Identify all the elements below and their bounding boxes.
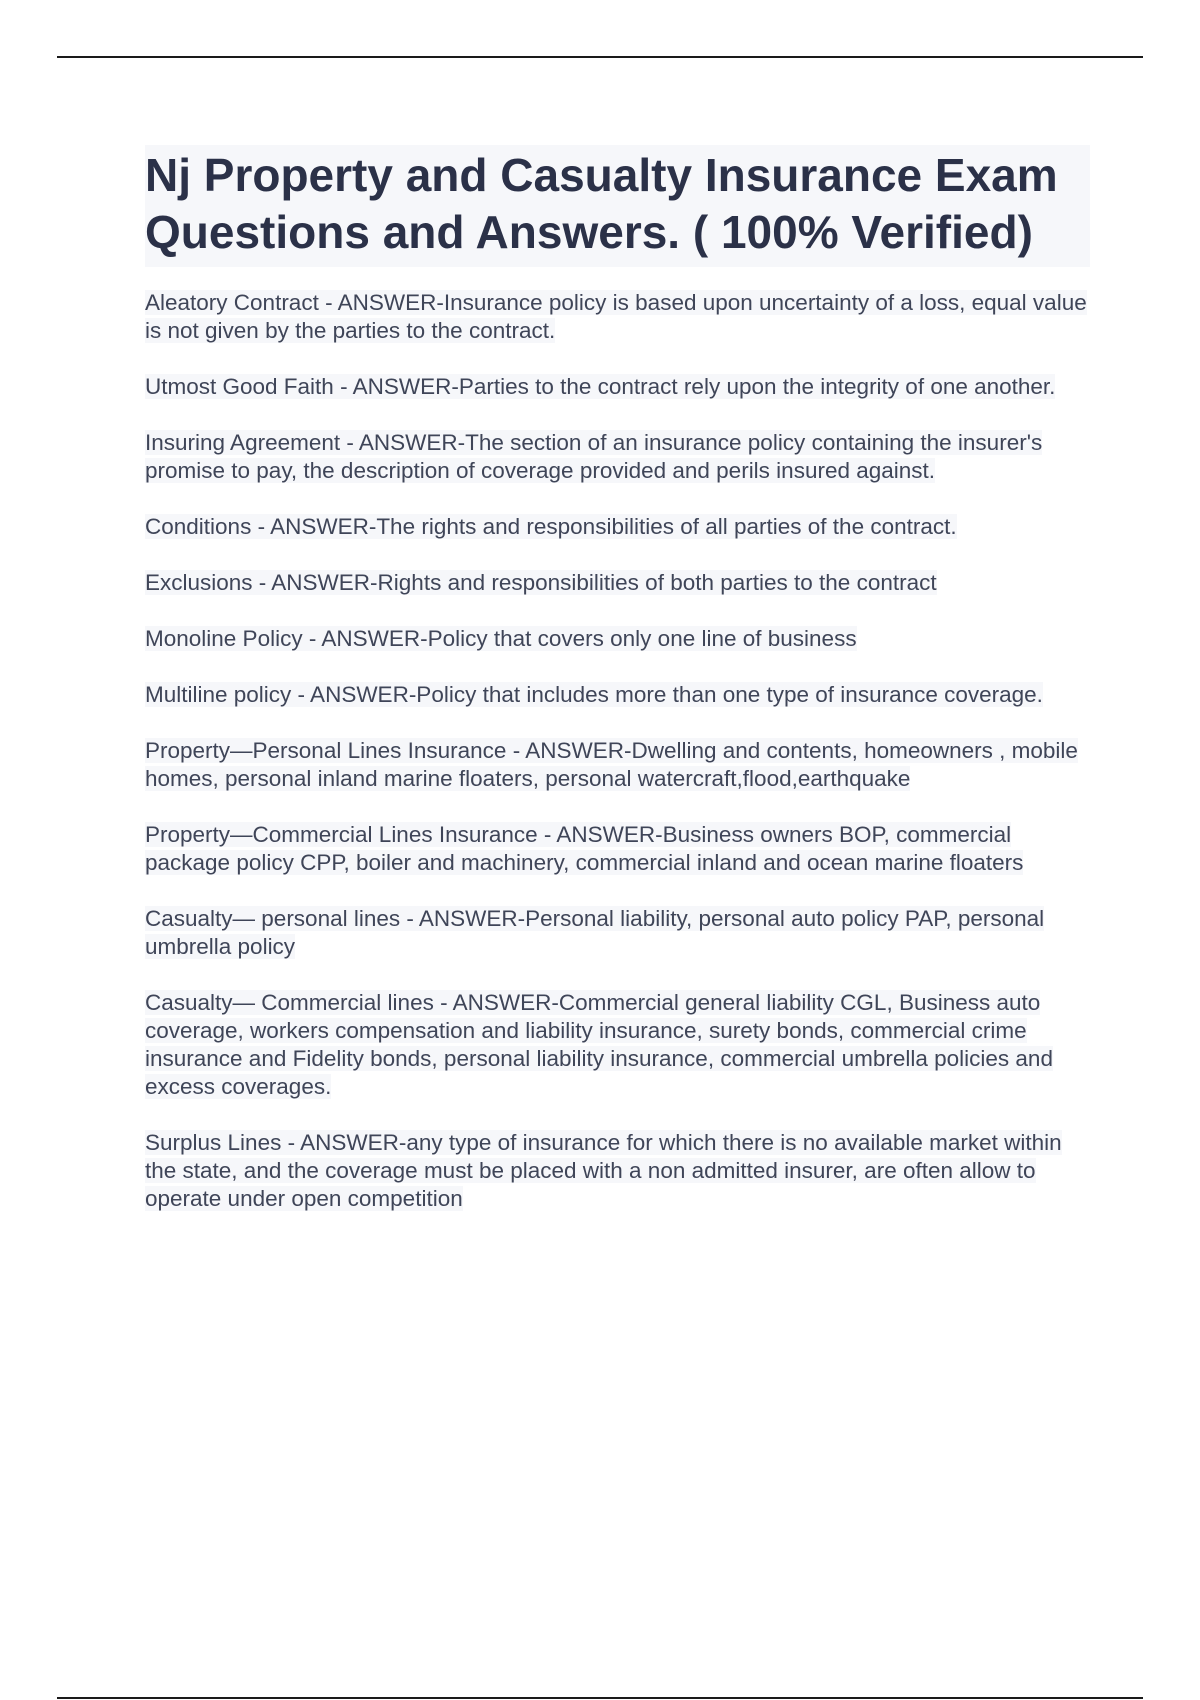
qa-entry-text: Multiline policy - ANSWER-Policy that includes more than one type of insurance coverage.: [145, 682, 1043, 707]
qa-entry: [145, 681, 1090, 709]
qa-entry: [145, 905, 1090, 961]
qa-entry-text: Exclusions - ANSWER-Rights and responsibilities of both parties to the contract: [145, 570, 937, 595]
qa-entry: [145, 1129, 1090, 1213]
qa-entry-text: Property—Personal Lines Insurance - ANSWER-Dwelling and contents, homeowners , mobile homes, personal inland marine floaters, personal watercraft,flood,earthquake: [145, 738, 1078, 791]
qa-entry: [145, 569, 1090, 597]
qa-entry-text: Insuring Agreement - ANSWER-The section of an insurance policy containing the insurer's promise to pay, the description of coverage provided and perils insured against.: [145, 430, 1043, 483]
qa-entry-text: Aleatory Contract - ANSWER-Insurance policy is based upon uncertainty of a loss, equal value is not given by the parties to the contract.: [145, 290, 1087, 343]
bottom-divider: [57, 1697, 1143, 1699]
qa-entry-text: Utmost Good Faith - ANSWER-Parties to the contract rely upon the integrity of one another.: [145, 374, 1056, 399]
qa-entry-text: Casualty— Commercial lines - ANSWER-Commercial general liability CGL, Business auto coverage, workers compensation and liability insurance, surety bonds, commercial crime insurance and Fidelity bonds, personal liability insurance, commercial umbrella policies and excess coverages.: [145, 990, 1053, 1099]
qa-entry: [145, 989, 1090, 1101]
qa-entry-text: Property—Commercial Lines Insurance - ANSWER-Business owners BOP, commercial package policy CPP, boiler and machinery, commercial inland and ocean marine floaters: [145, 822, 1024, 875]
qa-entry: [145, 821, 1090, 877]
qa-entry: [145, 373, 1090, 401]
qa-entry-text: Surplus Lines - ANSWER-any type of insurance for which there is no available market within the state, and the coverage must be placed with a non admitted insurer, are often allow to operate under open competition: [145, 1130, 1062, 1211]
qa-entry: [145, 429, 1090, 485]
document-title: Nj Property and Casualty Insurance Exam Questions and Answers. ( 100% Verified): [145, 145, 1090, 267]
qa-entry-text: Casualty— personal lines - ANSWER-Personal liability, personal auto policy PAP, personal umbrella policy: [145, 906, 1045, 959]
qa-entry: [145, 625, 1090, 653]
qa-entry-text: Monoline Policy - ANSWER-Policy that covers only one line of business: [145, 626, 857, 651]
qa-list: [145, 289, 1090, 1213]
qa-entry: [145, 737, 1090, 793]
qa-entry: [145, 513, 1090, 541]
qa-entry: [145, 289, 1090, 345]
qa-entry-text: Conditions - ANSWER-The rights and responsibilities of all parties of the contract.: [145, 514, 957, 539]
document-body: [145, 145, 1090, 1241]
top-divider: [57, 56, 1143, 58]
